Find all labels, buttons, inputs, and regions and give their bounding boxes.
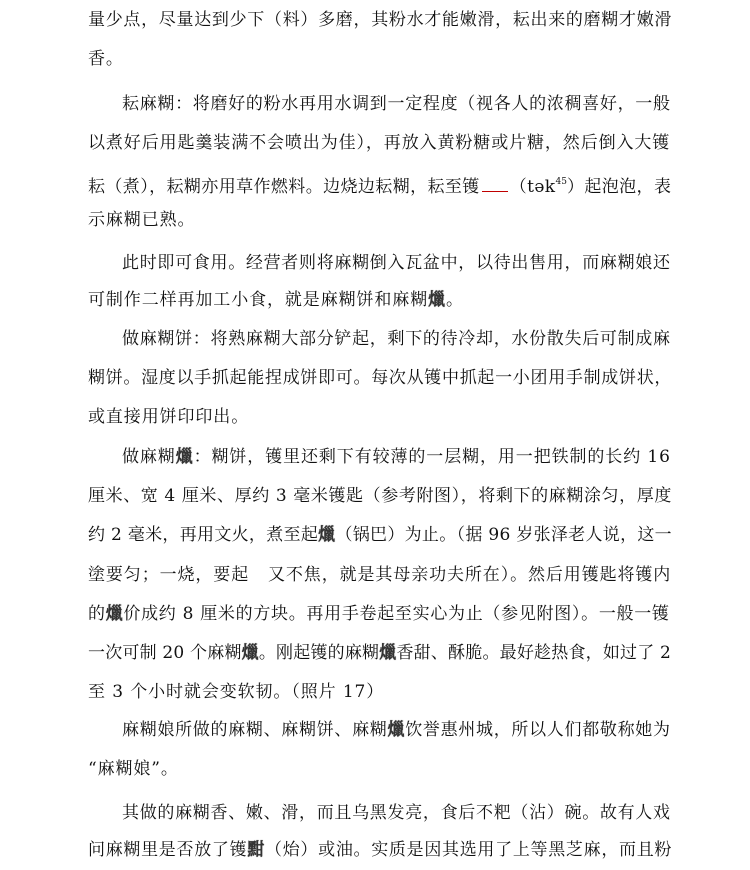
text-line [88, 525, 672, 545]
text-run: 香。 [88, 49, 124, 69]
rare-character: 爉 [387, 720, 406, 740]
text-line [88, 133, 670, 153]
fill-in-blank [482, 177, 508, 192]
text-run: 饮誉惠州城，所以人们都敬称她为 [405, 720, 671, 740]
text-run: 耘麻糊：将磨好的粉水再用水调到一定程度（视各人的浓稠喜好，一般 [122, 94, 671, 114]
text-run: 。 [446, 290, 464, 310]
text-line [122, 253, 671, 273]
text-run: （炲）或油。实质是因其选用了上等黑芝麻，而且粉 [265, 840, 673, 860]
text-run: 约 2 毫米，再用文火，煮至起 [88, 525, 319, 545]
text-line [122, 329, 671, 349]
text-line [88, 565, 671, 585]
text-run: 做麻糊 [122, 447, 176, 467]
text-run: 价成约 8 厘米的方块。再用手卷起至实心为止（参见附图）。一般一镬 [123, 604, 670, 624]
text-run: 塗要匀；一烧，要起 又不焦，就是其母亲功夫所在）。然后用镬匙将镬内 [88, 565, 672, 585]
rare-character: 黚 [247, 840, 266, 860]
text-run: 其做的麻糊香、嫩、滑，而且乌黑发亮，食后不粑（沾）碗。故有人戏 [122, 803, 671, 823]
text-run: 。刚起镬的麻糊 [258, 643, 380, 663]
text-line [122, 447, 671, 467]
text-run: 至 3 个小时就会变软韧。（照片 17） [88, 682, 385, 702]
text-line [88, 49, 124, 69]
text-run: 麻糊娘所做的麻糊、麻糊饼、麻糊 [122, 720, 388, 740]
text-run: （tək [509, 177, 556, 197]
text-line [88, 759, 179, 779]
text-run: 可制作二样再加工小食，就是麻糊饼和麻糊 [88, 290, 429, 310]
text-run: 以煮好后用匙羹装满不会喷出为佳），再放入黄粉糖或片糖，然后倒入大镬 [88, 133, 671, 153]
text-line [88, 407, 249, 427]
text-line [88, 604, 670, 624]
text-run: （锅巴）为止。（据 96 岁张泽老人说，这一 [335, 525, 672, 545]
text-line [122, 720, 671, 740]
text-line [122, 94, 671, 114]
text-run: 示麻糊已熟。 [88, 210, 196, 230]
text-line [122, 803, 671, 823]
text-line [88, 290, 464, 310]
text-run: ）起泡泡，表 [566, 177, 672, 197]
text-run: 糊饼。湿度以手抓起能捏成饼即可。每次从镬中抓起一小团用手制成饼状， [88, 368, 673, 388]
rare-character: 爉 [241, 643, 259, 663]
text-line [88, 486, 672, 506]
text-line [88, 682, 384, 702]
text-run: “麻糊娘”。 [88, 759, 179, 779]
text-run: 问麻糊里是否放了镬 [88, 840, 248, 860]
rare-character: 爉 [379, 643, 397, 663]
text-run: 此时即可食用。经营者则将麻糊倒入瓦盆中，以待出售用，而麻糊娘还 [122, 253, 671, 273]
text-run: 香甜、酥脆。最好趁热食，如过了 2 [396, 643, 672, 663]
rare-character: 爉 [175, 447, 194, 467]
text-line [88, 210, 195, 230]
text-line [88, 368, 672, 388]
text-run: 一次可制 20 个麻糊 [88, 643, 242, 663]
text-run: 厘米、宽 4 厘米、厚约 3 毫米镬匙（参考附图），将剩下的麻糊涂匀，厚度 [88, 486, 672, 506]
text-line [88, 840, 672, 860]
text-line [88, 10, 672, 30]
text-run: 或直接用饼印印出。 [88, 407, 250, 427]
text-run: 量少点，尽量达到少下（料）多磨，其粉水才能嫩滑，耘出来的磨糊才嫩滑 [88, 10, 673, 30]
rare-character: 爉 [318, 525, 336, 545]
tone-superscript: 45 [555, 177, 567, 187]
rare-character: 爉 [428, 290, 447, 310]
rare-character: 爉 [105, 604, 124, 624]
text-run: 耘（煮），耘糊亦用草作燃料。边烧边耘糊，耘至镬 [88, 177, 480, 197]
text-run: 的 [88, 604, 106, 624]
text-run: 做麻糊饼：将熟麻糊大部分铲起，剩下的待冷却，水份散失后可制成麻 [122, 329, 671, 349]
text-run: ：糊饼，镬里还剩下有较薄的一层糊，用一把铁制的长约 16 [193, 447, 671, 467]
text-line [88, 172, 671, 197]
text-line [88, 643, 671, 663]
